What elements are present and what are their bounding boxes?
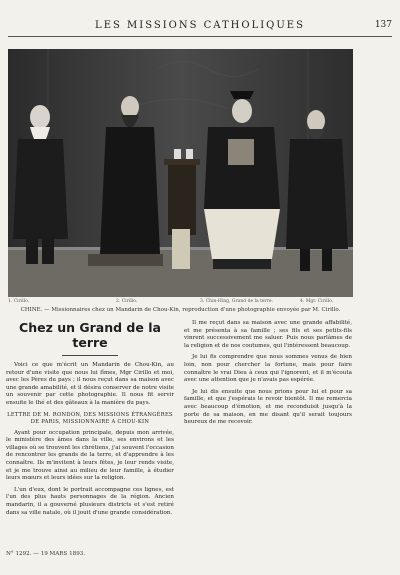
photograph-illustration <box>8 49 353 297</box>
photo-names <box>8 299 353 307</box>
title-rule <box>62 355 118 356</box>
right-paragraph-1: Il me reçut dans sa maison avec une grande affabilité, et me présenta à sa famille ; ses fils et ses petits-fils vinrent successivement me saluer. Puis nous parlâmes de la religion et de nos coutumes, qui l'intéressent beaucoup. <box>184 320 352 349</box>
article-title: Chez un Grand de la terre <box>19 320 161 350</box>
left-column <box>6 320 174 521</box>
right-paragraph-2: Je lui fis comprendre que nous sommes venus de bien loin, non pour chercher la fortune, mais pour faire connaître le vrai Dieu à ceux qui l'ignorent, et il m'écouta avec une attention que je n'avais pas espérée. <box>184 354 352 384</box>
left-paragraph-2: L'un d'eux, dont le portrait accompagne ces lignes, est l'un des plus hauts personnages de la région. Ancien mandarin, il a gouverné plusieurs districts et s'est retiré dans sa ville natale, où il jouit d'une grande considération. <box>6 486 174 516</box>
name-label-4: 4. Mgr. Cirillo. <box>300 299 334 304</box>
group-photograph <box>8 49 353 297</box>
issue-footer: N° 1292. — 19 MARS 1893. <box>6 551 86 557</box>
right-paragraph-3: Je lui dis ensuite que nous prions pour lui et pour sa famille, et que j'espérais le revoir bientôt. Il me remercia avec beaucoup d'émotion, et me reconduisit jusqu'à la porte de sa maison, en me disant qu'il serait toujours heureux de me recevoir. <box>184 388 352 426</box>
name-label-2: 2. Cirillo. <box>116 299 138 304</box>
left-paragraph-1: Ayant pour occupation principale, depuis mon arrivée, le ministère des âmes dans la ville, ses environs et les villages où se trouvent les chrétiens, j'ai souvent l'occasion de rencontrer les grands de la terre, et d'apprendre à les connaître. Ils m'invitent à leurs fêtes, je leur rends visite, et je me trouve ainsi au milieu de leur famille, à étudier leurs mœurs et leurs idées sur la religion. <box>6 429 174 482</box>
right-column <box>184 320 352 431</box>
running-head <box>8 20 392 37</box>
photo-caption: CHINE. — Missionnaires chez un Mandarin de Chou-Kin, reproduction d'une photographie envoyée par M. Cirillo. <box>20 307 341 313</box>
page-number: 137 <box>374 20 392 30</box>
name-label-3: 3. Chin-Hing, Grand de la terre. <box>200 299 273 304</box>
letter-heading: LETTRE DE M. RONDON, DES MISSIONS ÉTRANGÈRES DE PARIS, MISSIONNAIRE A CHOU-KIN <box>7 411 173 425</box>
name-label-1: 1. Cirillo. <box>8 299 30 304</box>
journal-title: LES MISSIONS CATHOLIQUES <box>95 20 305 31</box>
intro-paragraph: Voici ce que m'écrit un Mandarin de Chou-Kin, au retour d'une visite que nous lui fîmes, Mgr Cirillo et moi, avec les Pères du pays ; il nous reçut dans sa maison avec une grande amabilité, et il désira conserver de notre visite un souvenir par cette photographie. Il nous fit servir ensuite le thé et des gâteaux à la manière du pays. <box>6 362 174 406</box>
